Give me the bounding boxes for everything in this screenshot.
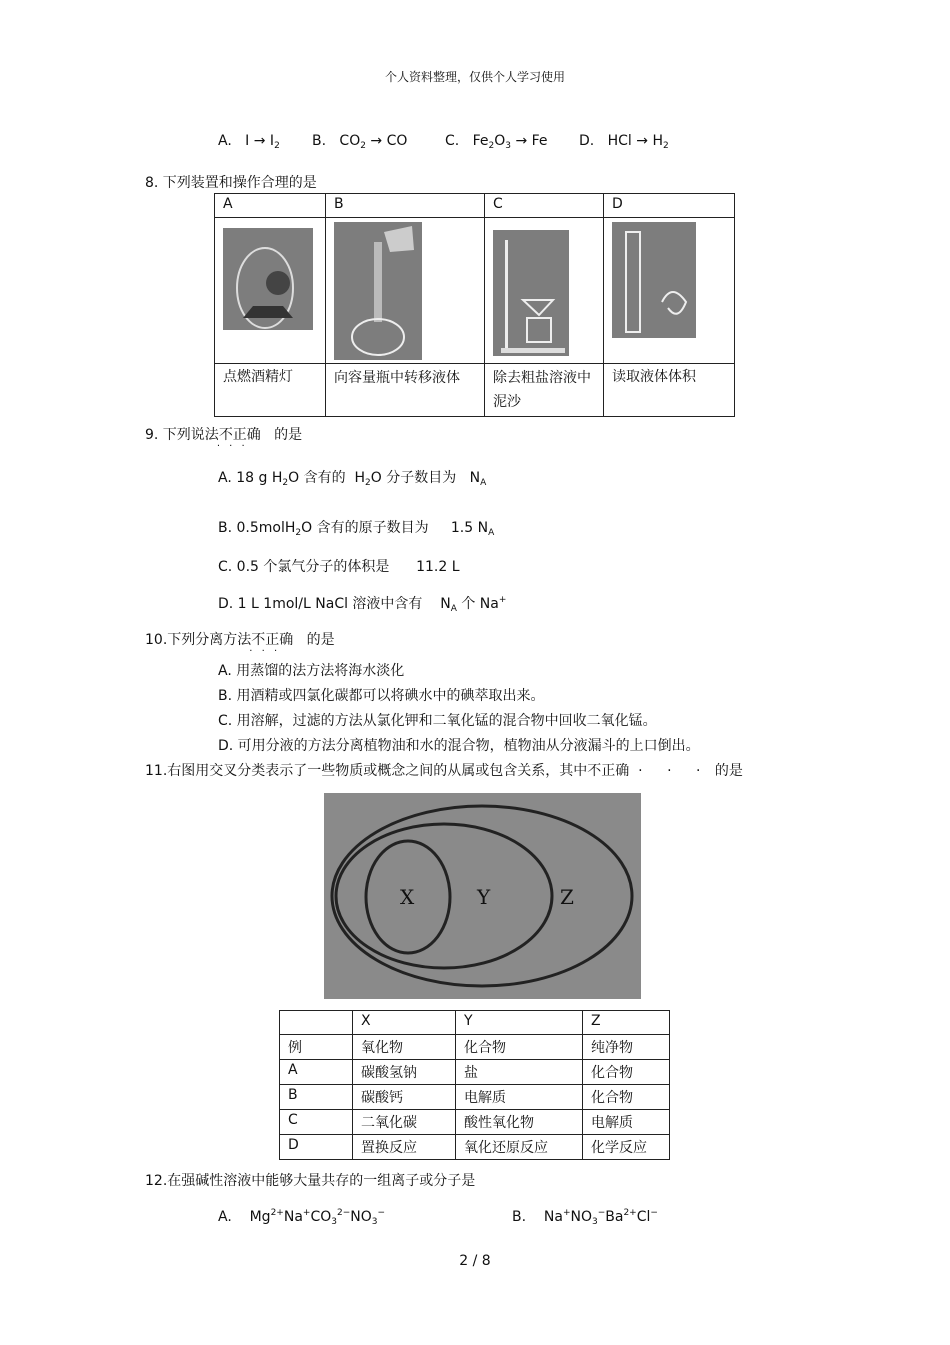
superscript: + xyxy=(498,595,507,605)
q9-option-c xyxy=(218,556,460,576)
stem-text: 9. 下列说法 xyxy=(145,427,219,443)
caption-cell: 除去粗盐溶液中泥沙 xyxy=(485,364,604,417)
option-text: N xyxy=(477,520,489,536)
emphasis-text: 不正确 · · · xyxy=(251,632,293,648)
option-text: g xyxy=(258,470,268,486)
q10-option-d: D. 可用分液的方法分离植物油和水的混合物，植物油从分液漏斗的上口倒出。 xyxy=(218,738,700,754)
option-text: 1.5 xyxy=(450,520,474,536)
image-cell xyxy=(604,218,735,364)
option-text: 11.2 xyxy=(416,559,448,575)
arrow-icon: → xyxy=(636,133,648,149)
ion-text: Ba xyxy=(605,1209,624,1225)
emphasis-text: 不正确 · · · xyxy=(219,427,261,443)
ion-text: NO xyxy=(570,1209,592,1225)
option-label: B. xyxy=(312,133,327,149)
q7-option-b xyxy=(312,133,407,151)
q10-option-b: B. 用酒精或四氯化碳都可以将碘水中的碘萃取出来。 xyxy=(218,688,545,704)
option-text: A. 18 xyxy=(218,470,255,486)
image-row xyxy=(215,218,735,364)
formula-text: I xyxy=(269,133,275,149)
subscript: 2 xyxy=(360,141,366,151)
classification-diagram xyxy=(324,793,641,999)
caption-cell: 点燃酒精灯 xyxy=(215,364,326,417)
option-text: O 分子数目为 xyxy=(370,470,457,486)
q9-stem xyxy=(145,424,302,444)
volumetric-flask-image xyxy=(334,222,422,360)
subscript: A xyxy=(450,604,457,614)
option-label: D. xyxy=(579,133,595,149)
stem-text: 11.右图用交叉分类表示了一些物质或概念之间的从属或包含关系，其中不正确 xyxy=(145,763,630,779)
q7-option-c xyxy=(445,133,548,151)
option-text: C. 0.5 个氯气分子的体积是 xyxy=(218,559,390,575)
superscript: − xyxy=(597,1208,606,1218)
formula-text: O xyxy=(494,133,506,149)
filter-stand-icon xyxy=(493,230,569,356)
formula-text: Fe xyxy=(531,133,548,149)
flask-icon xyxy=(334,222,422,360)
header-cell: C xyxy=(485,194,604,218)
table-row xyxy=(280,1085,670,1110)
caption-cell: 向容量瓶中转移液体 xyxy=(326,364,485,417)
table-row xyxy=(280,1060,670,1085)
header-cell: Z xyxy=(583,1011,670,1035)
header-cell xyxy=(280,1011,353,1035)
q10-option-c: C. 用溶解，过滤的方法从氯化钾和二氧化锰的混合物中回收二氧化锰。 xyxy=(218,713,657,729)
superscript: 2+ xyxy=(623,1208,637,1218)
arrow-icon: → xyxy=(515,133,528,149)
label-x: X xyxy=(400,885,415,909)
header-cell: X xyxy=(353,1011,456,1035)
table-cell: 化学反应 xyxy=(583,1135,670,1160)
q9-option-b xyxy=(218,517,494,538)
formula-text: H xyxy=(652,133,663,149)
option-text: 1mol/L NaCl 溶液中含有 xyxy=(263,596,423,612)
option-text: O 含有的 xyxy=(288,470,346,486)
formula-text: HCl xyxy=(607,133,632,149)
superscript: + xyxy=(302,1208,311,1218)
table-cell: 盐 xyxy=(456,1060,583,1085)
table-header-row xyxy=(280,1011,670,1035)
ion-text: CO xyxy=(310,1209,332,1225)
option-label: A. xyxy=(218,133,232,149)
caption-cell: 读取液体体积 xyxy=(604,364,735,417)
alcohol-lamp-image xyxy=(223,228,313,330)
filtration-image xyxy=(493,230,569,356)
subscript: 3 xyxy=(331,1217,337,1227)
option-text: D. 1 L xyxy=(218,596,259,612)
table-header-row xyxy=(215,194,735,218)
option-text: N xyxy=(440,596,451,612)
caption-row xyxy=(215,364,735,417)
label-z: Z xyxy=(560,885,574,909)
table-cell: D xyxy=(280,1135,353,1160)
cylinder-icon xyxy=(612,222,696,338)
table-row xyxy=(280,1035,670,1060)
q10-stem xyxy=(145,629,335,649)
q10-option-a: A. 用蒸馏的法方法将海水淡化 xyxy=(218,663,405,679)
ion-text: NO xyxy=(350,1209,372,1225)
table-cell: C xyxy=(280,1110,353,1135)
option-text: 个 Na xyxy=(461,596,499,612)
q7-option-a xyxy=(218,133,280,151)
ion-text: Na xyxy=(543,1209,563,1225)
ion-text: Mg xyxy=(249,1209,271,1225)
table-cell: 电解质 xyxy=(583,1110,670,1135)
table-cell: 化合物 xyxy=(583,1060,670,1085)
q12-option-a xyxy=(218,1208,385,1227)
option-text: B. 0.5molH xyxy=(218,520,296,536)
image-cell xyxy=(326,218,485,364)
superscript: + xyxy=(562,1208,571,1218)
ion-text: Cl xyxy=(636,1209,651,1225)
arrow-icon: → xyxy=(253,133,266,149)
stem-text: 10.下列分离方法 xyxy=(145,632,252,648)
subscript: 2 xyxy=(295,528,302,538)
q7-option-d xyxy=(579,133,669,151)
superscript: 2+ xyxy=(270,1208,284,1218)
table-cell: 置换反应 xyxy=(353,1135,456,1160)
q9-option-a xyxy=(218,467,486,488)
stem-text: 的是 xyxy=(306,632,335,648)
q11-table xyxy=(279,1010,670,1160)
superscript: − xyxy=(377,1208,386,1218)
table-cell: 二氧化碳 xyxy=(353,1110,456,1135)
option-text: H xyxy=(354,470,366,486)
subscript: 3 xyxy=(505,141,511,151)
q9-option-d xyxy=(218,593,506,614)
table-cell: 酸性氧化物 xyxy=(456,1110,583,1135)
page-header: 个人资料整理，仅供个人学习使用 xyxy=(384,70,565,84)
table-cell: 氧化还原反应 xyxy=(456,1135,583,1160)
q11-stem xyxy=(145,760,743,780)
table-cell: 碳酸氢钠 xyxy=(353,1060,456,1085)
emphasis-dots: · · · xyxy=(638,763,711,779)
option-text: H xyxy=(271,470,283,486)
image-cell xyxy=(485,218,604,364)
subscript: 2 xyxy=(365,478,371,488)
arrow-icon: → xyxy=(370,133,383,149)
label-y: Y xyxy=(477,885,491,909)
table-cell: A xyxy=(280,1060,353,1085)
alcohol-lamp-icon xyxy=(223,228,313,330)
formula-text: Fe xyxy=(472,133,489,149)
option-label: C. xyxy=(445,133,460,149)
subscript: 2 xyxy=(282,478,289,488)
subscript: 2 xyxy=(274,141,280,151)
formula-text: I xyxy=(245,133,250,149)
subscript: A xyxy=(488,528,495,538)
table-cell: B xyxy=(280,1085,353,1110)
subscript: 3 xyxy=(371,1217,378,1227)
option-text: L xyxy=(451,559,460,575)
stem-text: 的是 xyxy=(714,763,743,779)
stem-text: 的是 xyxy=(274,427,303,443)
table-cell: 氧化物 xyxy=(353,1035,456,1060)
option-text: O 含有的原子数目为 xyxy=(301,520,429,536)
ion-text: Na xyxy=(283,1209,303,1225)
table-cell: 电解质 xyxy=(456,1085,583,1110)
superscript: 2− xyxy=(336,1208,351,1218)
header-cell: B xyxy=(326,194,485,218)
table-cell: 化合物 xyxy=(583,1085,670,1110)
table-cell: 化合物 xyxy=(456,1035,583,1060)
table-row xyxy=(280,1110,670,1135)
header-cell: D xyxy=(604,194,735,218)
table-cell: 纯净物 xyxy=(583,1035,670,1060)
q8-table xyxy=(214,193,735,417)
table-row xyxy=(280,1135,670,1160)
q12-option-b xyxy=(512,1208,658,1227)
formula-text: CO xyxy=(386,133,408,149)
q8-stem: 8. 下列装置和操作合理的是 xyxy=(145,175,317,191)
superscript: − xyxy=(650,1208,658,1218)
header-cell: Y xyxy=(456,1011,583,1035)
header-cell: A xyxy=(215,194,326,218)
subscript: 3 xyxy=(591,1217,598,1227)
subscript: 2 xyxy=(662,141,669,151)
q12-stem: 12.在强碱性溶液中能够大量共存的一组离子或分子是 xyxy=(145,1173,476,1189)
image-cell xyxy=(215,218,326,364)
option-text: N xyxy=(469,470,481,486)
subscript: A xyxy=(480,478,487,488)
formula-text: CO xyxy=(339,133,361,149)
table-cell: 例 xyxy=(280,1035,353,1060)
option-label: B. xyxy=(512,1209,527,1225)
subscript: 2 xyxy=(488,141,495,151)
table-cell: 碳酸钙 xyxy=(353,1085,456,1110)
option-label: A. xyxy=(218,1209,232,1225)
graduated-cylinder-image xyxy=(612,222,696,338)
page-number: 2 / 8 xyxy=(459,1253,491,1269)
